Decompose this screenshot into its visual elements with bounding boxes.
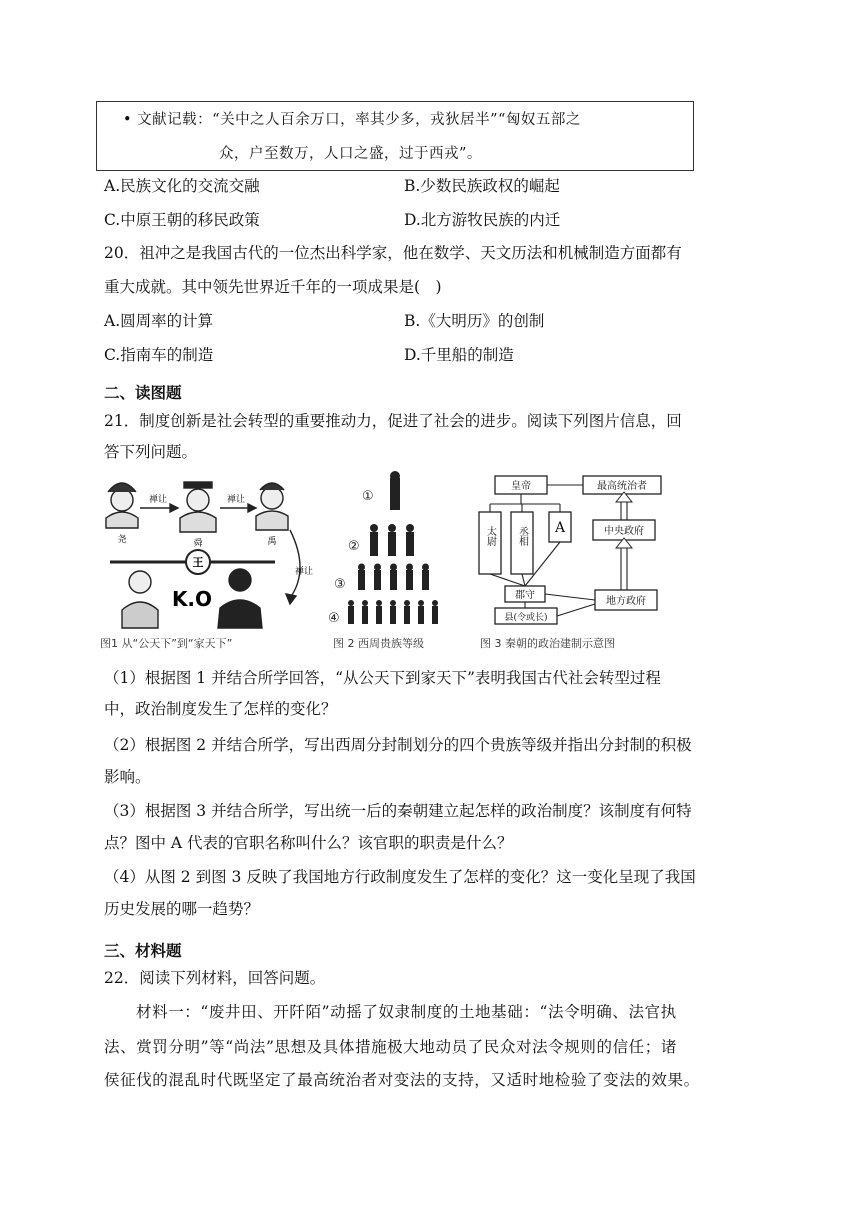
fig2-level-3: ③ bbox=[334, 577, 346, 592]
fig1-label-yu: 禹 bbox=[267, 537, 277, 547]
fig2-level-2: ② bbox=[348, 539, 360, 554]
figure-3-diagram bbox=[465, 470, 665, 632]
q22-material-line-1: 材料一：“废井田、开阡陌”动摇了奴隶制度的土地基础：“法令明确、法官执 bbox=[136, 1003, 677, 1021]
fig1-label-abdicate-3: 禅让 bbox=[294, 567, 314, 577]
q20-option-a: A.圆周率的计算 bbox=[104, 312, 214, 330]
q21-sub4-line-1: （4）从图 2 到图 3 反映了我国地方行政制度发生了怎样的变化？这一变化呈现了我国 bbox=[104, 868, 696, 886]
q20-stem-line-2: 重大成就。其中领先世界近千年的一项成果是( ) bbox=[104, 278, 442, 296]
q22-material-line-2: 法、赏罚分明”等“尚法”思想及具体措施极大地动员了民众对法令规则的信任；诸 bbox=[104, 1038, 677, 1056]
fig1-label-abdicate-1: 禅让 bbox=[148, 495, 168, 505]
quote-box bbox=[96, 101, 694, 171]
q20-option-b: B.《大明历》的创制 bbox=[404, 312, 545, 330]
fig3-local-government: 地方政府 bbox=[606, 596, 646, 607]
quote-line-1: • 文献记载：“关中之人百余万口，率其少多，戎狄居半”“匈奴五部之 bbox=[123, 112, 581, 128]
fig3-taiwei: 太尉 bbox=[484, 526, 496, 546]
fig3-central-government: 中央政府 bbox=[604, 526, 644, 537]
fig3-chengxiang: 丞相 bbox=[516, 526, 528, 546]
q21-stem-line-2: 答下列问题。 bbox=[104, 443, 198, 461]
q21-sub3-line-2: 点？图中 A 代表的官职名称叫什么？该官职的职责是什么？ bbox=[104, 834, 513, 852]
figure-2-illustration bbox=[328, 470, 458, 632]
quote-line-2: 众，户至数万，人口之盛，过于西戎”。 bbox=[219, 146, 482, 162]
fig1-label-ko: K.O bbox=[171, 587, 213, 611]
fig3-emperor: 皇帝 bbox=[511, 481, 531, 492]
figures-panel bbox=[100, 470, 665, 652]
fig2-level-1: ① bbox=[362, 489, 374, 504]
section-3-title: 三、材料题 bbox=[104, 942, 182, 960]
q20-option-c: C.指南车的制造 bbox=[104, 346, 214, 364]
fig3-junshou: 郡守 bbox=[515, 590, 535, 601]
q19-option-a: A.民族文化的交流交融 bbox=[104, 177, 260, 195]
fig1-label-abdicate-2: 禅让 bbox=[226, 495, 246, 505]
q22-material-line-3: 侯征伐的混乱时代既坚定了最高统治者对变法的支持，又适时地检验了变法的效果。 bbox=[104, 1071, 700, 1089]
q19-option-b: B.少数民族政权的崛起 bbox=[404, 177, 560, 195]
fig1-label-shun: 舜 bbox=[193, 539, 203, 549]
q20-stem-line-1: 20．祖冲之是我国古代的一位杰出科学家，他在数学、天文历法和机械制造方面都有 bbox=[104, 244, 682, 262]
section-2-title: 二、读图题 bbox=[104, 384, 182, 402]
fig1-label-king: 王 bbox=[192, 556, 204, 569]
q21-stem-line-1: 21．制度创新是社会转型的重要推动力，促进了社会的进步。阅读下列图片信息，回 bbox=[104, 412, 682, 430]
figure-3-caption: 图 3 秦朝的政治建制示意图 bbox=[480, 637, 615, 650]
q21-sub2-line-1: （2）根据图 2 并结合所学，写出西周分封制划分的四个贵族等级并指出分封制的积极 bbox=[104, 736, 692, 754]
q19-option-d: D.北方游牧民族的内迁 bbox=[404, 211, 561, 229]
q21-sub1-line-1: （1）根据图 1 并结合所学回答，“从公天下到家天下”表明我国古代社会转型过程 bbox=[104, 669, 661, 687]
q19-option-c: C.中原王朝的移民政策 bbox=[104, 211, 260, 229]
figure-1-caption: 图1 从“公天下”到“家天下” bbox=[100, 637, 233, 650]
q22-stem: 22．阅读下列材料，回答问题。 bbox=[104, 969, 326, 987]
q20-option-d: D.千里船的制造 bbox=[404, 346, 514, 364]
q21-sub4-line-2: 历史发展的哪一趋势？ bbox=[104, 900, 260, 918]
fig1-label-yao: 尧 bbox=[117, 535, 127, 545]
figure-2-caption: 图 2 西周贵族等级 bbox=[333, 637, 424, 650]
q21-sub3-line-1: （3）根据图 3 并结合所学，写出统一后的秦朝建立起怎样的政治制度？该制度有何特 bbox=[104, 802, 692, 820]
q21-sub1-line-2: 中，政治制度发生了怎样的变化？ bbox=[104, 700, 337, 718]
fig3-county: 县(令或长) bbox=[504, 613, 548, 623]
fig3-a: A bbox=[554, 520, 566, 536]
fig3-supreme-ruler: 最高统治者 bbox=[597, 481, 647, 492]
q21-sub2-line-2: 影响。 bbox=[104, 768, 151, 786]
figure-1-illustration bbox=[100, 470, 318, 632]
fig2-level-4: ④ bbox=[328, 611, 340, 626]
